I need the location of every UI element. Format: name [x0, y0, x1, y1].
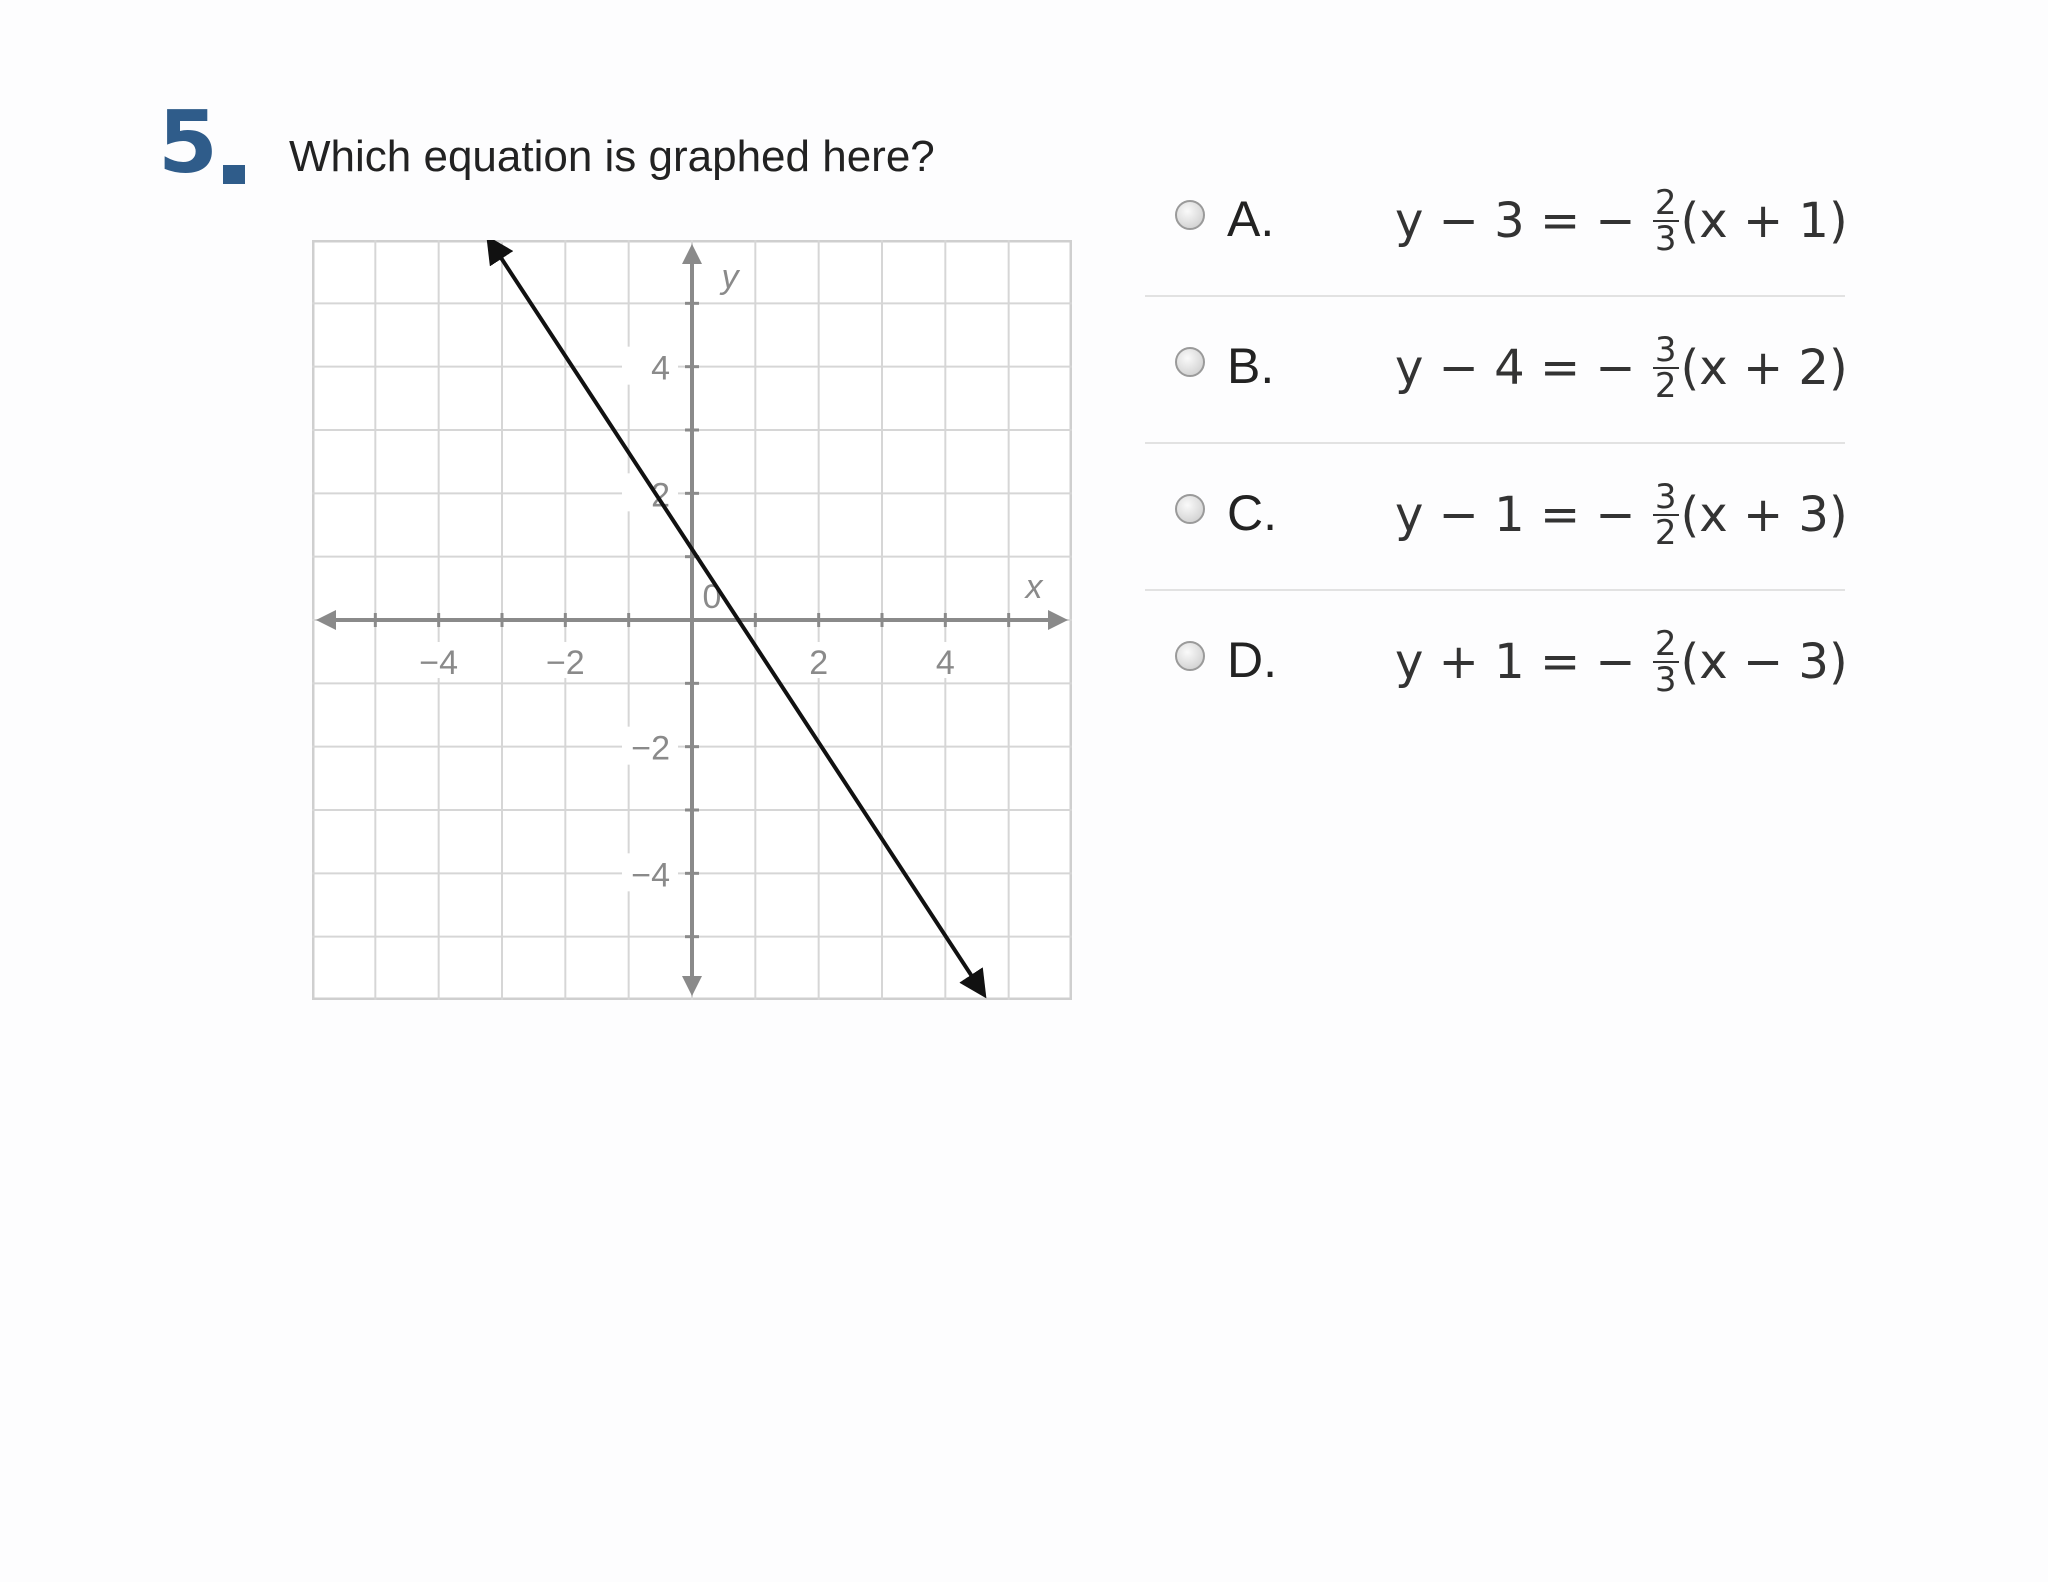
equation-fraction — [1653, 183, 1679, 259]
coordinate-graph — [312, 240, 1072, 1000]
fraction-numerator: 2 — [1654, 624, 1677, 664]
choice-a[interactable] — [1145, 150, 1848, 297]
equation-sign: − — [1595, 634, 1636, 690]
equation-sign: − — [1595, 340, 1636, 396]
y-tick-label: −2 — [631, 729, 670, 768]
choice-letter: B. — [1227, 338, 1275, 394]
equation-tail: (x − 3) — [1680, 634, 1848, 690]
equation-sign: − — [1595, 487, 1636, 543]
equation-lhs: y − 1 = — [1395, 487, 1581, 543]
fraction-numerator: 3 — [1654, 477, 1677, 517]
choice-equation — [1395, 477, 1848, 553]
y-tick-label: 4 — [651, 349, 670, 388]
equation-tail: (x + 3) — [1680, 487, 1848, 543]
answer-choices — [1145, 150, 1848, 736]
choice-equation — [1395, 624, 1848, 700]
choice-letter: A. — [1227, 191, 1275, 247]
radio-button-c[interactable] — [1175, 494, 1205, 524]
choice-equation — [1395, 183, 1848, 259]
question-text: Which equation is graphed here? — [289, 132, 935, 181]
radio-button-d[interactable] — [1175, 641, 1205, 671]
equation-fraction — [1653, 330, 1679, 406]
choice-d[interactable] — [1145, 591, 1848, 736]
origin-label: 0 — [702, 578, 722, 616]
x-tick-label: −4 — [419, 644, 459, 682]
choice-b[interactable] — [1145, 297, 1848, 444]
fraction-numerator: 3 — [1654, 330, 1677, 370]
fraction-denominator: 2 — [1654, 366, 1677, 406]
choice-letter: D. — [1227, 632, 1277, 688]
equation-fraction — [1653, 624, 1679, 700]
x-tick-label: −2 — [545, 644, 585, 682]
choice-letter: C. — [1227, 485, 1277, 541]
y-tick-label: −4 — [631, 856, 670, 895]
radio-button-a[interactable] — [1175, 200, 1205, 230]
equation-lhs: y − 4 = — [1395, 340, 1581, 396]
x-tick-label: 4 — [935, 644, 955, 682]
fraction-denominator: 3 — [1654, 219, 1677, 259]
fraction-denominator: 2 — [1654, 513, 1677, 553]
y-tick-label: 2 — [651, 476, 670, 515]
equation-tail: (x + 2) — [1680, 340, 1848, 396]
equation-fraction — [1653, 477, 1679, 553]
equation-tail: (x + 1) — [1680, 193, 1848, 249]
equation-lhs: y + 1 = — [1395, 634, 1581, 690]
choice-c[interactable] — [1145, 444, 1848, 591]
equation-lhs: y − 3 = — [1395, 193, 1581, 249]
radio-button-b[interactable] — [1175, 347, 1205, 377]
question-number: 5 — [158, 93, 218, 193]
y-axis-label: y — [721, 258, 739, 296]
choice-equation — [1395, 330, 1848, 406]
equation-sign: − — [1595, 193, 1636, 249]
x-tick-label: 2 — [809, 644, 829, 682]
fraction-numerator: 2 — [1654, 183, 1677, 223]
fraction-denominator: 3 — [1654, 660, 1677, 700]
x-axis-label: x — [1025, 568, 1043, 606]
question-number-dot — [223, 165, 245, 184]
